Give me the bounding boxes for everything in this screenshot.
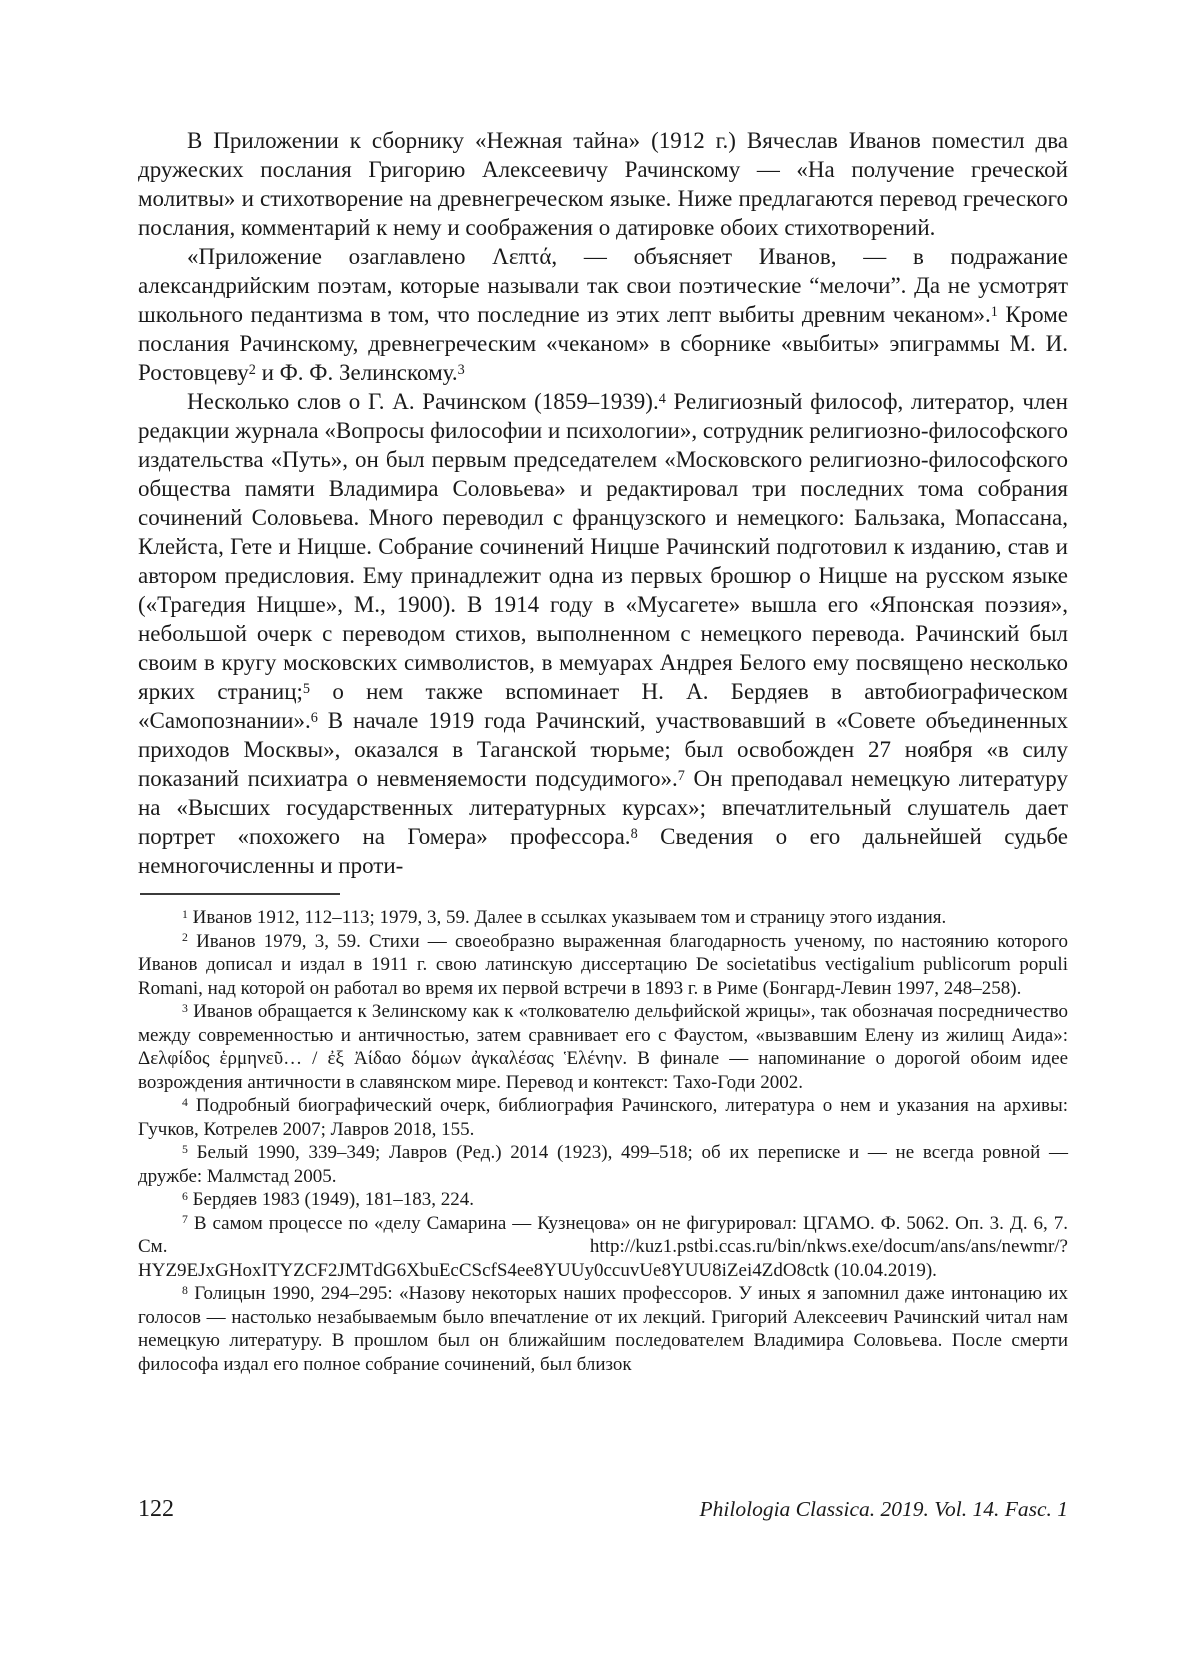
footnote-marker: 3 — [182, 1001, 188, 1015]
footnote-marker: 8 — [630, 825, 638, 842]
footnote-4: $^4$ Подробный биографический очерк, библиография Рачинского, литература о нем и указания на архивы: Гучков, Котрелев 2007; Лавров 2018, 155. — [138, 1095, 1068, 1140]
footnote-marker: 4 — [658, 390, 666, 407]
footnote-3: $^3$ Иванов обращается к Зелинскому как к «толкователю дельфийской жрицы», так обозначая посредничество между современностью и античностью, затем сравнивает его с Фаустом, «вызвавшим Елену из жилищ Аида»: Δελφίδος ἑρμηνεῦ… / ἐξ Ἀίδαο δόμων ἀγκαλέσας Ἑλένην. В финале — напоминание о дорогой обоим идее возрождения античности в славянском мире. Перевод и контекст: Тахо-Годи 2002. — [138, 1001, 1068, 1093]
page-number: 122 — [138, 1496, 174, 1522]
footnote-marker: 3 — [457, 361, 465, 378]
footnote-5: $^5$ Белый 1990, 339–349; Лавров (Ред.) 2014 (1923), 499–518; об их переписке и — не всегда ровной — дружбе: Малмстад 2005. — [138, 1142, 1068, 1187]
footnote-marker: 4 — [182, 1095, 188, 1109]
footnote-marker: 7 — [677, 767, 685, 784]
body-paragraph-3: Несколько слов о Г. А. Рачинском (1859–1939).$^4$ Религиозный философ, литератор, член редакции журнала «Вопросы философии и психологии», сотрудник религиозно-философского издательства «Путь», он был первым председателем «Московского религиозно-философского общества памяти Владимира Соловьева» и редактировал три последних тома собрания сочинений Соловьева. Много переводил с французского и немецкого: Бальзака, Мопассана, Клейста, Гете и Ницше. Собрание сочинений Ницше Рачинский подготовил к изданию, став и автором предисловия. Ему принадлежит одна из первых брошюр о Ницше на русском языке («Трагедия Ницше», М., 1900). В 1914 году в «Мусагете» вышла его «Японская поэзия», небольшой очерк с переводом стихов, выполненном с немецкого перевода. Рачинский был своим в кругу московских символистов, в мемуарах Андрея Белого ему посвящено несколько ярких страниц;$^5$ о нем также вспоминает Н. А. Бердяев в автобиографическом «Самопознании».$^6$ В начале 1919 года Рачинский, участвовавший в «Совете объединенных приходов Москвы», оказался в Таганской тюрьме; был освобожден 27 ноября «в силу показаний психиатра о невменяемости подсудимого».$^7$ Он преподавал немецкую литературу на «Высших государственных литературных курсах»; впечатлительный слушатель дает портрет «похожего на Гомера» профессора.$^8$ Сведения о его дальнейшей судьбе немногочисленны и проти- — [138, 389, 1068, 878]
footnote-6: $^6$ Бердяев 1983 (1949), 181–183, 224. — [182, 1189, 474, 1210]
body-paragraph-2: «Приложение озаглавлено Λεπτά, — объясняет Иванов, — в подражание александрийским поэтам, которые называли так свои поэтические “мелочи”. Да не усмотрят школьного педантизма в том, что последние из этих лепт выбиты древним чеканом».$^1$ Кроме послания Рачинскому, древнегреческим «чеканом» в сборнике «выбиты» эпиграммы М. И. Ростовцеву$^2$ и Ф. Ф. Зелинскому.$^3$ — [138, 244, 1068, 385]
footnote-marker: 8 — [182, 1283, 188, 1297]
page-content — [138, 126, 1068, 1376]
main-text — [138, 126, 1068, 880]
body-paragraph-1: В Приложении к сборнику «Нежная тайна» (1912 г.) Вячеслав Иванов поместил два дружеских послания Григорию Алексеевичу Рачинскому — «На получение греческой молитвы» и стихотворение на древнегреческом языке. Ниже предлагаются перевод греческого послания, комментарий к нему и соображения о датировке обоих стихотворений. — [138, 128, 1068, 240]
footnote-marker: 5 — [182, 1142, 188, 1156]
journal-citation: Philologia Classica. 2019. Vol. 14. Fasc. 1 — [699, 1497, 1068, 1521]
footnote-marker: 2 — [248, 361, 256, 378]
page-footer — [138, 1496, 1068, 1523]
footnote-1: $^1$ Иванов 1912, 112–113; 1979, 3, 59. Далее в ссылках указываем том и страницу этого издания. — [182, 907, 947, 928]
footnote-8: $^8$ Голицын 1990, 294–295: «Назову некоторых наших профессоров. У иных я запомнил даже интонацию их голосов — настолько незабываемым было впечатление от их лекций. Григорий Алексеевич Рачинский читал нам немецкую литературу. В прошлом был он ближайшим последователем Владимира Соловьева. После смерти философа издал его полное собрание сочинений, был близок — [138, 1283, 1068, 1375]
footnote-marker: 6 — [310, 709, 318, 726]
footnote-marker: 5 — [302, 680, 311, 697]
footnote-marker: 7 — [182, 1213, 188, 1227]
footnote-marker: 1 — [990, 303, 998, 320]
footnote-separator — [140, 893, 340, 895]
footnote-marker: 2 — [182, 931, 188, 945]
footnote-2: $^2$ Иванов 1979, 3, 59. Стихи — своеобразно выраженная благодарность ученому, по настоянию которого Иванов дописал и издал в 1911 г. свою латинскую диссертацию De societatibus vectigalium publicorum populi Romani, над которой он работал во время их первой встречи в 1893 г. в Риме (Бонгард-Левин 1997, 248–258). — [138, 930, 1068, 999]
footnote-7: $^7$ В самом процессе по «делу Самарина — Кузнецова» он не фигурировал: ЦГАМО. Ф. 5062. Оп. 3. Д. 6, 7. См. http://kuz1.pstbi.ccas.ru/bin/nkws.exe/docum/ans/ans/newmr/?HYZ9EJxGHoxITYZCF2JMTdG6XbuEcCScfS4ee8YUUy0ccuvUe8YUU8iZei4ZdO8ctk (10.04.2019). — [138, 1212, 1068, 1281]
footnote-marker: 1 — [182, 907, 188, 921]
footnotes-block — [138, 906, 1068, 1376]
footnote-marker: 6 — [182, 1189, 188, 1203]
